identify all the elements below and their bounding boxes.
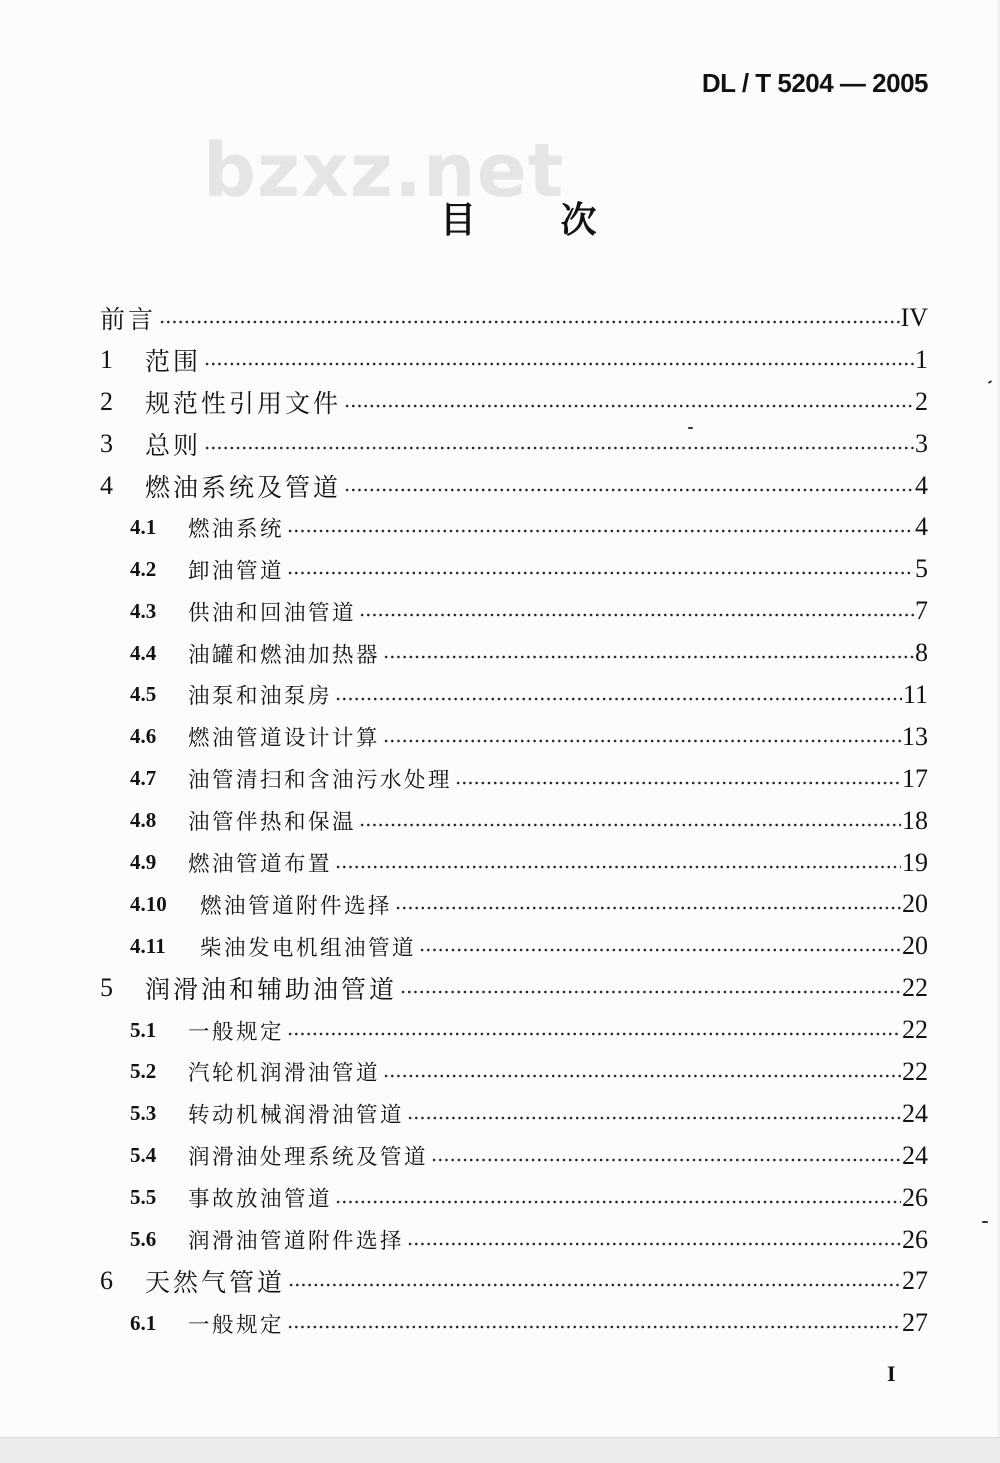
toc-entry-number: 5.5 [130, 1185, 157, 1210]
toc-dot-leader [359, 613, 914, 617]
toc-entry-page: 2 [915, 386, 928, 416]
toc-entry [100, 758, 928, 800]
toc-entry-page: 13 [902, 721, 928, 751]
toc-entry-number: 4.5 [130, 682, 157, 707]
toc-entry-title: 油罐和燃油加热器 [188, 642, 381, 668]
toc-entry [100, 1219, 928, 1261]
toc-entry-page: 27 [902, 1308, 928, 1338]
toc-entry-number: 5.3 [130, 1101, 157, 1126]
toc-entry-number: 4.7 [130, 766, 157, 791]
toc-dot-leader [204, 446, 914, 450]
toc-entry-title: 汽轮机润滑油管道 [188, 1061, 381, 1087]
scan-speck [688, 427, 693, 429]
toc-entry [100, 925, 928, 967]
toc-entry-page: 20 [902, 889, 928, 919]
toc-dot-leader [335, 697, 902, 701]
toc-entry [100, 1009, 928, 1051]
standard-code-header: DL / T 5204 — 2005 [701, 68, 928, 98]
toc-entry-title: 范围 [145, 346, 202, 376]
toc-entry [100, 1260, 928, 1302]
toc-entry [100, 1051, 928, 1093]
toc-dot-leader [383, 739, 901, 743]
toc-entry-number: 4.9 [130, 850, 157, 875]
toc-entry [100, 967, 928, 1009]
toc-entry-page: 11 [902, 679, 928, 709]
toc-entry-title: 燃油管道附件选择 [200, 893, 393, 919]
toc-entry [100, 842, 928, 884]
toc-entry [100, 883, 928, 925]
toc-entry-title: 燃油系统 [188, 516, 285, 542]
toc-entry-title: 燃油管道设计计算 [188, 726, 381, 752]
toc-entry-title: 转动机械润滑油管道 [188, 1103, 405, 1129]
toc-entry-number: 4.10 [130, 891, 167, 916]
scan-speck [988, 380, 992, 384]
toc-dot-leader [383, 1074, 901, 1078]
toc-dot-leader [407, 1116, 901, 1120]
scan-bottom-band [0, 1437, 1000, 1463]
toc-dot-leader [287, 571, 914, 575]
toc-entry-number: 5.1 [130, 1017, 157, 1042]
toc-entry-title: 总则 [145, 430, 202, 460]
toc-entry-number: 4.4 [130, 640, 157, 665]
toc-entry-page: 27 [902, 1266, 928, 1296]
toc-dot-leader [287, 1032, 901, 1036]
toc-entry-number: 6.1 [130, 1310, 157, 1335]
toc-entry-number: 4.2 [130, 556, 157, 581]
toc-entry [100, 1135, 928, 1177]
toc-dot-leader [335, 865, 901, 869]
toc-entry-title: 卸油管道 [188, 558, 285, 584]
toc-entry [100, 716, 928, 758]
toc-entry-number: 4.11 [130, 933, 166, 958]
toc-entry-title: 油泵和油泵房 [188, 684, 333, 710]
toc-entry [100, 1302, 928, 1344]
toc-dot-leader [407, 1242, 901, 1246]
toc-entry [100, 1177, 928, 1219]
toc-dot-leader [383, 655, 914, 659]
toc-entry [100, 339, 928, 381]
toc-entry-page: 19 [902, 847, 928, 877]
watermark-text: bzxz.net [203, 128, 565, 214]
toc-entry-page: 26 [902, 1224, 928, 1254]
toc-entry-page: 5 [915, 554, 928, 584]
toc-entry-number: 5.4 [130, 1143, 157, 1168]
toc-entry-title: 油管伴热和保温 [188, 810, 357, 836]
toc-entry [100, 381, 928, 423]
toc-entry [100, 465, 928, 507]
toc-entry-number: 4.1 [130, 514, 157, 539]
toc-entry-title: 润滑油和辅助油管道 [145, 975, 398, 1005]
toc-entry-title: 规范性引用文件 [145, 388, 342, 418]
toc-entry [100, 800, 928, 842]
scan-speck [982, 1221, 988, 1223]
toc-entry-page: 22 [902, 1056, 928, 1086]
toc-entry-title: 供油和回油管道 [188, 600, 357, 626]
toc-entry-number: 4 [100, 470, 113, 500]
toc-entry-title: 燃油系统及管道 [145, 472, 342, 502]
toc-dot-leader [344, 404, 914, 408]
toc-entry-number: 5.6 [130, 1227, 157, 1252]
toc-entry-page: 22 [902, 973, 928, 1003]
toc-dot-leader [431, 1158, 901, 1162]
toc-entry [100, 506, 928, 548]
toc-entry-number: 2 [100, 386, 113, 416]
toc-entry-page: 24 [902, 1140, 928, 1170]
toc-entry-title: 事故放油管道 [188, 1187, 333, 1213]
toc-entry [100, 297, 928, 339]
toc-entry-page: 24 [902, 1098, 928, 1128]
toc-dot-leader [395, 906, 901, 910]
toc-entry-number: 5.2 [130, 1059, 157, 1084]
toc-dot-leader [287, 529, 914, 533]
toc-entry-page: 3 [915, 428, 928, 458]
toc-dot-leader [204, 362, 914, 366]
toc-entry-title: 油管清扫和含油污水处理 [188, 768, 453, 794]
toc-entry-page: 26 [902, 1182, 928, 1212]
toc-entry-title: 天然气管道 [145, 1268, 286, 1298]
toc-dot-leader [344, 488, 914, 492]
toc-entry-page: 18 [902, 805, 928, 835]
toc-entry [100, 590, 928, 632]
toc-entry-title: 一般规定 [188, 1019, 285, 1045]
toc-dot-leader [159, 320, 900, 324]
toc-entry-page: 1 [915, 344, 928, 374]
toc-entry-number: 5 [100, 973, 113, 1003]
toc-dot-leader [287, 1325, 901, 1329]
toc-entry-number: 4.8 [130, 808, 157, 833]
toc-entry [100, 632, 928, 674]
toc-entry-number: 1 [100, 344, 113, 374]
toc-dot-leader [359, 823, 901, 827]
toc-entry-page: 4 [915, 512, 928, 542]
toc-entry [100, 674, 928, 716]
toc-entry-page: 8 [915, 638, 928, 668]
toc-entry-number: 4.6 [130, 724, 157, 749]
toc-entry [100, 1093, 928, 1135]
table-of-contents [100, 297, 928, 1344]
toc-entry-page: 7 [915, 596, 928, 626]
toc-entry-number: 4.3 [130, 598, 157, 623]
toc-entry-title: 润滑油管道附件选择 [188, 1229, 405, 1255]
toc-entry-title: 一般规定 [188, 1312, 285, 1338]
toc-entry-number: 6 [100, 1266, 113, 1296]
toc-entry-title: 前言 [100, 304, 157, 334]
toc-entry-page: 22 [902, 1015, 928, 1045]
page-edge-shadow [996, 0, 1000, 1437]
toc-dot-leader [288, 1283, 901, 1287]
toc-entry [100, 423, 928, 465]
page-title: 目 次 [440, 199, 597, 241]
toc-entry [100, 548, 928, 590]
toc-entry-page: 20 [902, 931, 928, 961]
toc-dot-leader [400, 990, 901, 994]
toc-dot-leader [419, 948, 901, 952]
toc-entry-title: 柴油发电机组油管道 [200, 935, 417, 961]
toc-entry-number: 3 [100, 428, 113, 458]
toc-entry-page: 4 [915, 470, 928, 500]
toc-entry-title: 燃油管道布置 [188, 852, 333, 878]
toc-dot-leader [455, 781, 901, 785]
toc-entry-title: 润滑油处理系统及管道 [188, 1145, 429, 1171]
toc-entry-page: 17 [902, 763, 928, 793]
toc-entry-page: IV [900, 302, 928, 332]
toc-dot-leader [335, 1200, 901, 1204]
page-number: I [887, 1361, 896, 1386]
